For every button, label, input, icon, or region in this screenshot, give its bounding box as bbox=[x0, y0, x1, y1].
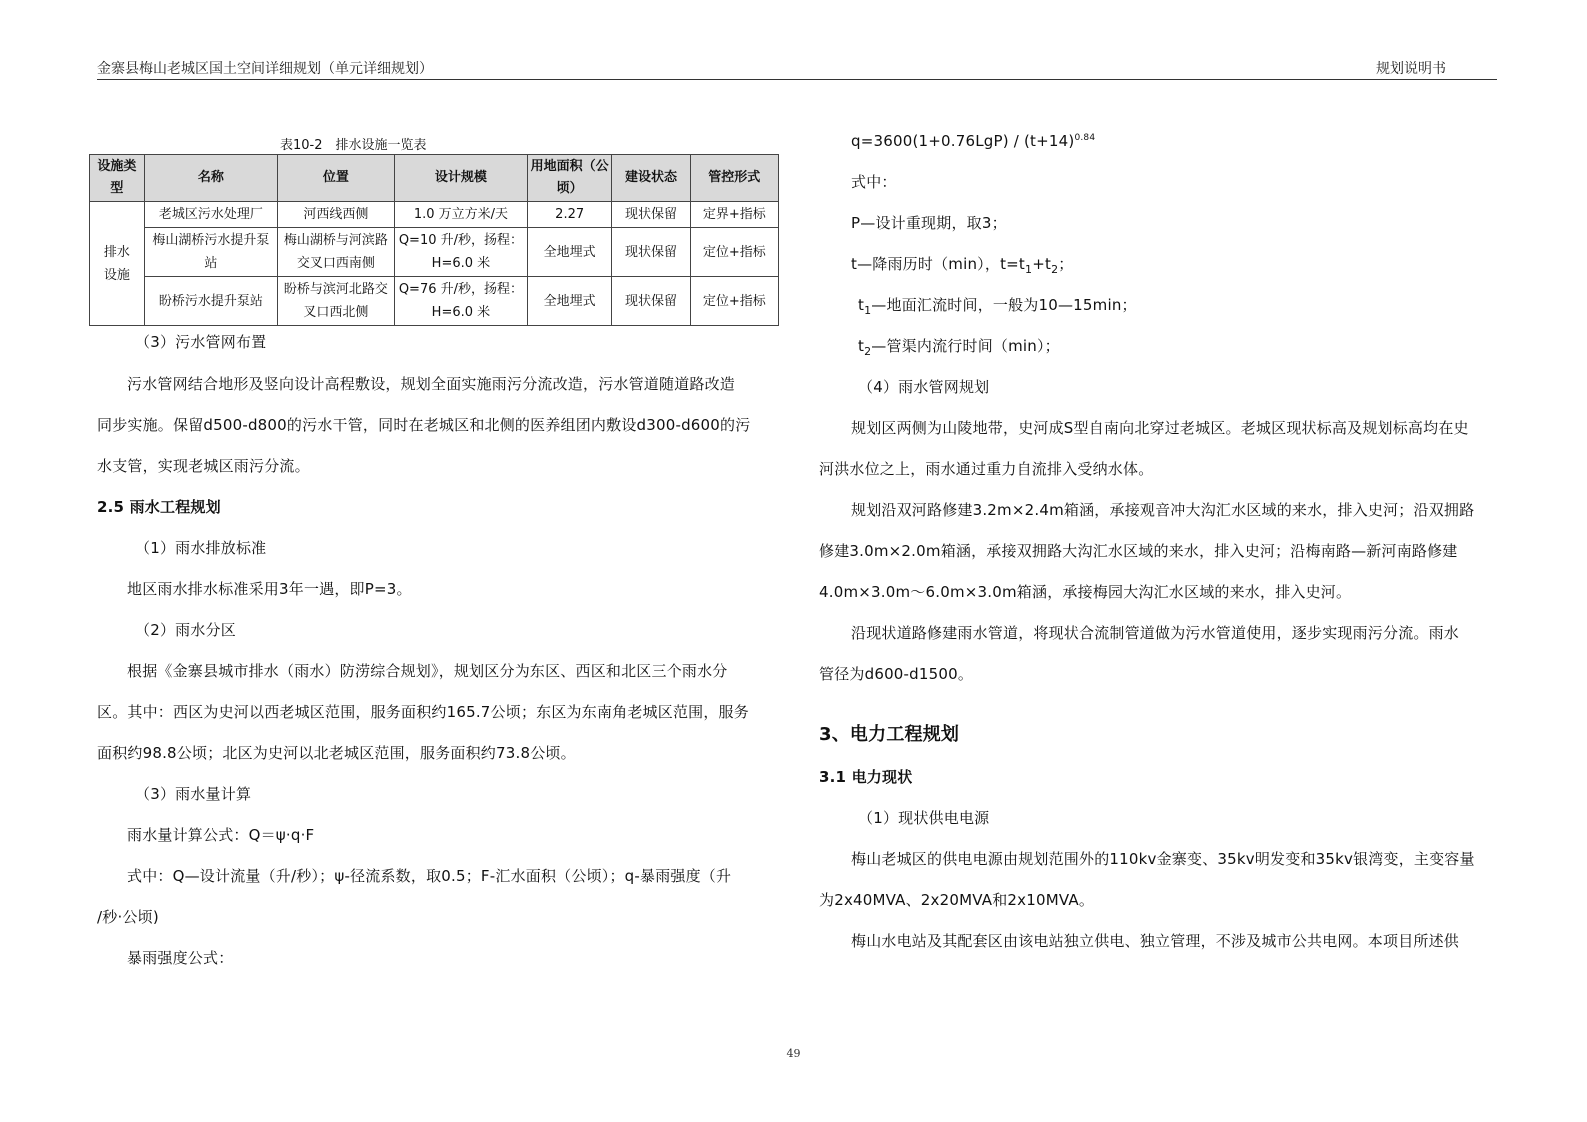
paragraph: 式中： bbox=[851, 173, 897, 191]
table-cell: 现状保留 bbox=[612, 277, 690, 326]
table-cell: 河西线西侧 bbox=[278, 202, 395, 228]
col-header-status: 建设状态 bbox=[612, 155, 690, 202]
formula-text: q=3600(1+0.76LgP) / (t+14) bbox=[851, 132, 1075, 150]
text-run: —管渠内流行时间（min）； bbox=[871, 337, 1060, 355]
table-cell: 1.0 万立方米/天 bbox=[394, 202, 527, 228]
table-cell: 盼桥污水提升泵站 bbox=[144, 277, 277, 326]
paragraph: 式中：Q—设计流量（升/秒）；ψ-径流系数，取0.5；F-汇水面积（公顷）；q-暴雨强度（升 bbox=[127, 867, 732, 885]
page-header-doc-type: 规划说明书 bbox=[1376, 61, 1446, 77]
table-cell: 全地埋式 bbox=[527, 277, 611, 326]
text-run: —地面汇流时间，一般为10—15min； bbox=[871, 296, 1137, 314]
table-row bbox=[90, 277, 779, 326]
page-header-title: 金寨县梅山老城区国土空间详细规划（单元详细规划） bbox=[97, 61, 433, 77]
paragraph: 为2x40MVA、2x20MVA和2x10MVA。 bbox=[819, 891, 1095, 909]
subscript: 2 bbox=[1051, 263, 1059, 276]
paragraph bbox=[858, 336, 1060, 356]
paragraph: （1）雨水排放标准 bbox=[135, 539, 267, 557]
formula bbox=[851, 131, 1095, 151]
table-cell: 定位+指标 bbox=[690, 277, 778, 326]
text-run: +t bbox=[1032, 255, 1052, 273]
table-row bbox=[90, 228, 779, 277]
paragraph: 水支管，实现老城区雨污分流。 bbox=[97, 457, 310, 475]
table-cell: Q=76 升/秒，扬程：H=6.0 米 bbox=[394, 277, 527, 326]
paragraph: （4）雨水管网规划 bbox=[858, 378, 990, 396]
header-rule bbox=[97, 79, 1497, 80]
col-header-scale: 设计规模 bbox=[394, 155, 527, 202]
table-cell: 定位+指标 bbox=[690, 228, 778, 277]
paragraph: 4.0m×3.0m～6.0m×3.0m箱涵，承接梅园大沟汇水区域的来水，排入史河。 bbox=[819, 583, 1352, 601]
paragraph: 地区雨水排水标准采用3年一遇，即P=3。 bbox=[127, 580, 412, 598]
paragraph: （1）现状供电电源 bbox=[858, 809, 990, 827]
paragraph: 梅山水电站及其配套区由该电站独立供电、独立管理，不涉及城市公共电网。本项目所述供 bbox=[851, 932, 1460, 950]
col-header-location: 位置 bbox=[278, 155, 395, 202]
paragraph: P—设计重现期，取3； bbox=[851, 214, 1007, 232]
paragraph: 污水管网结合地形及竖向设计高程敷设，规划全面实施雨污分流改造，污水管道随道路改造 bbox=[127, 375, 736, 393]
paragraph bbox=[851, 254, 1073, 274]
table-row bbox=[90, 202, 779, 228]
paragraph: 梅山老城区的供电电源由规划范围外的110kv金寨变、35kv明发变和35kv银湾变，主变容量 bbox=[851, 850, 1475, 868]
section-heading: 2.5 雨水工程规划 bbox=[97, 498, 221, 516]
paragraph: 河洪水位之上，雨水通过重力自流排入受纳水体。 bbox=[819, 460, 1154, 478]
text-run: t—降雨历时（min），t=t bbox=[851, 255, 1025, 273]
subscript: 1 bbox=[1025, 263, 1033, 276]
col-header-control: 管控形式 bbox=[690, 155, 778, 202]
text-run: t bbox=[858, 296, 865, 314]
table-cell: 现状保留 bbox=[612, 228, 690, 277]
paragraph: （3）污水管网布置 bbox=[135, 333, 267, 351]
table-cell: 2.27 bbox=[527, 202, 611, 228]
table-cell: 老城区污水处理厂 bbox=[144, 202, 277, 228]
paragraph: 根据《金寨县城市排水（雨水）防涝综合规划》，规划区分为东区、西区和北区三个雨水分 bbox=[127, 662, 728, 680]
paragraph: （3）雨水量计算 bbox=[135, 785, 252, 803]
group-label-cell: 排水设施 bbox=[90, 202, 145, 326]
paragraph: 面积约98.8公顷；北区为史河以北老城区范围，服务面积约73.8公顷。 bbox=[97, 744, 576, 762]
table-cell: 盼桥与滨河北路交叉口西北侧 bbox=[278, 277, 395, 326]
table-cell: 梅山湖桥与河滨路交叉口西南侧 bbox=[278, 228, 395, 277]
paragraph: 规划区两侧为山陵地带，史河成S型自南向北穿过老城区。老城区现状标高及规划标高均在史 bbox=[851, 419, 1469, 437]
text-run: t bbox=[858, 337, 865, 355]
subscript: 1 bbox=[864, 304, 872, 317]
col-header-type: 设施类型 bbox=[90, 155, 145, 202]
paragraph: 同步实施。保留d500-d800的污水干管，同时在老城区和北侧的医养组团内敷设d300-d600的污 bbox=[97, 416, 751, 434]
section-heading: 3.1 电力现状 bbox=[819, 768, 913, 786]
paragraph: 规划沿双河路修建3.2m×2.4m箱涵，承接观音冲大沟汇水区域的来水，排入史河；沿双拥路 bbox=[851, 501, 1475, 519]
paragraph: 暴雨强度公式： bbox=[127, 949, 234, 967]
paragraph: 修建3.0m×2.0m箱涵，承接双拥路大沟汇水区域的来水，排入史河；沿梅南路—新河南路修建 bbox=[819, 542, 1458, 560]
drainage-facilities-table bbox=[89, 154, 779, 326]
paragraph: （2）雨水分区 bbox=[135, 621, 236, 639]
table-cell: 现状保留 bbox=[612, 202, 690, 228]
table-cell: 梅山湖桥污水提升泵站 bbox=[144, 228, 277, 277]
table-cell: Q=10 升/秒，扬程：H=6.0 米 bbox=[394, 228, 527, 277]
paragraph bbox=[858, 295, 1137, 315]
paragraph: 雨水量计算公式：Q＝ψ·q·F bbox=[127, 826, 315, 844]
col-header-area: 用地面积（公顷） bbox=[527, 155, 611, 202]
paragraph: /秒·公顷) bbox=[97, 908, 159, 926]
paragraph: 区。其中：西区为史河以西老城区范围，服务面积约165.7公顷；东区为东南角老城区范围，服务 bbox=[97, 703, 749, 721]
chapter-heading: 3、电力工程规划 bbox=[819, 724, 960, 745]
page-number: 49 bbox=[786, 1047, 801, 1060]
formula-exponent: 0.84 bbox=[1074, 133, 1096, 143]
table-caption: 表10-2 排水设施一览表 bbox=[280, 138, 427, 153]
col-header-name: 名称 bbox=[144, 155, 277, 202]
table-header-row bbox=[90, 155, 779, 202]
table-cell: 全地埋式 bbox=[527, 228, 611, 277]
paragraph: 管径为d600-d1500。 bbox=[819, 665, 974, 683]
paragraph: 沿现状道路修建雨水管道，将现状合流制管道做为污水管道使用，逐步实现雨污分流。雨水 bbox=[851, 624, 1460, 642]
table-cell: 定界+指标 bbox=[690, 202, 778, 228]
subscript: 2 bbox=[864, 345, 872, 358]
text-run: ； bbox=[1058, 255, 1074, 273]
